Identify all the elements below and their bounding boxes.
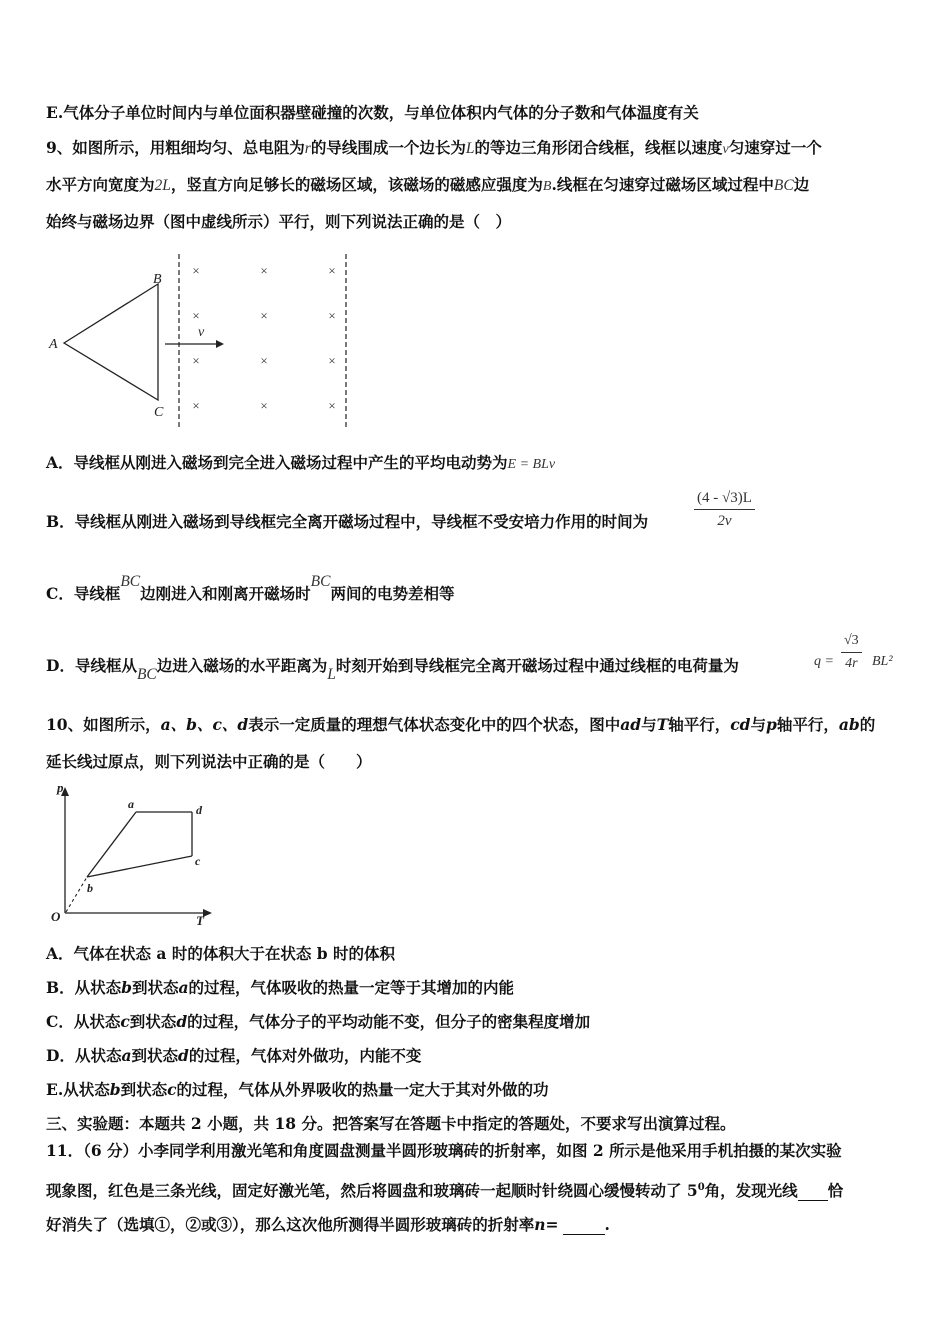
symbol-l: L — [327, 666, 336, 683]
point-b-label: b — [87, 881, 93, 895]
q9-text: ，竖直方向足够长的磁场区域，该磁场的磁感应强度为 — [170, 175, 543, 194]
q11-stem-line1: 11．（6 分）小李同学利用激光笔和角度圆盘测量半圆形玻璃砖的折射率，如图 2 所示是他采用手机拍摄的某次实验 — [46, 1141, 842, 1160]
prev-option-e: E.气体分子单位时间内与单位面积器壁碰撞的次数，与单位体积内气体的分子数和气体温度有关 — [46, 103, 699, 122]
field-x-mark: × — [192, 263, 200, 278]
q9-text: 匀速穿过一个 — [728, 138, 822, 157]
q11-text: 恰 — [827, 1181, 844, 1201]
q9-stem-line3: 始终与磁场边界（图中虚线所示）平行，则下列说法正确的是（ ） — [46, 212, 512, 231]
formula-q: q = — [814, 654, 834, 669]
axis-t: T — [656, 715, 669, 734]
axis-p: p — [766, 715, 777, 734]
segment-ad: ad — [620, 715, 642, 734]
symbol-r: r — [304, 140, 311, 157]
q9-text: 9、如图所示，用粗细均匀、总电阻为 — [46, 138, 305, 157]
triangle-frame — [64, 284, 158, 400]
symbol-v: v — [722, 142, 729, 157]
q10-text: 与 — [641, 715, 657, 734]
q9-option-b — [46, 490, 752, 532]
q9-text: 水平方向宽度为 — [46, 175, 155, 194]
option-text: 到状态 — [129, 1012, 177, 1031]
section-heading: 三、实验题：本题共 2 小题，共 18 分。把答案写在答题卡中指定的答题处，不要求写出演算过程。 — [46, 1114, 736, 1133]
q9-stem-line1 — [46, 138, 822, 160]
field-x-mark: × — [260, 398, 268, 413]
state-symbol: a — [178, 978, 189, 997]
q11-text: 好消失了（选填①，②或③），那么这次他所测得半圆形玻璃砖的折射率 — [46, 1215, 535, 1234]
q10-text: 轴平行， — [668, 715, 731, 734]
q9-text: 边 — [793, 175, 810, 194]
symbol-bc: BC — [136, 666, 157, 683]
q10-text: 的 — [859, 715, 876, 734]
q11-stem-line3 — [46, 1215, 610, 1235]
q10-text: 轴平行， — [776, 715, 839, 734]
option-text: 边刚进入和刚离开磁场时 — [140, 584, 311, 603]
point-a-label: a — [128, 797, 134, 811]
q10-text: 10、如图所示， — [46, 715, 161, 734]
symbol-bc: BC — [310, 573, 331, 590]
q10-option-e — [46, 1080, 549, 1100]
q11-text: 角，发现光线 — [704, 1181, 798, 1201]
answer-blank-index[interactable] — [563, 1220, 605, 1235]
field-x-mark: × — [260, 308, 268, 323]
q10-option-a: A．气体在状态 a 时的体积大于在状态 b 时的体积 — [46, 944, 395, 963]
q11-stem-line2 — [46, 1178, 843, 1201]
axis-label-p: p — [57, 782, 64, 795]
option-text: D．从状态 — [46, 1046, 122, 1065]
q10-stem-line1 — [46, 715, 875, 735]
q11-text: . — [604, 1215, 610, 1234]
q9-text: 的等边三角形闭合线框，线框以速度 — [474, 138, 723, 157]
q9-stem-line2 — [46, 175, 809, 197]
q10-option-b — [46, 978, 514, 998]
q9-option-a — [46, 453, 555, 475]
answer-blank-ray[interactable] — [798, 1186, 828, 1201]
field-x-mark: × — [192, 308, 200, 323]
option-text: A．导线框从刚进入磁场到完全进入磁场过程中产生的平均电动势为 — [46, 453, 508, 472]
field-x-mark: × — [328, 398, 336, 413]
q9-option-d — [46, 633, 893, 683]
symbol-b: B — [542, 179, 552, 194]
option-text: 时刻开始到导线框完全离开磁场过程中通过线框的电荷量为 — [335, 656, 739, 675]
formula-bl2: BL² — [872, 654, 893, 669]
q9-text: .线框在匀速穿过磁场区域过程中 — [551, 175, 774, 194]
option-text: 的过程，气体从外界吸收的热量一定大于其对外做的功 — [176, 1080, 549, 1099]
field-x-mark: × — [192, 398, 200, 413]
q9-option-c — [46, 573, 455, 605]
option-text: D．导线框从 — [46, 656, 137, 675]
q10-text: 与 — [750, 715, 767, 734]
extension-dashed — [66, 877, 87, 912]
option-text: 到状态 — [131, 1046, 179, 1065]
field-x-mark: × — [192, 353, 200, 368]
option-text: 的过程，气体对外做功，内能不变 — [188, 1046, 422, 1065]
segment-cd: cd — [730, 715, 751, 734]
q11-text: 现象图，红色是三条光线，固定好激光笔，然后将圆盘和玻璃砖一起顺时针绕圆心缓慢转动了 5 — [46, 1181, 698, 1201]
state-symbol: b — [109, 1080, 121, 1099]
q10-option-c — [46, 1012, 590, 1032]
state-symbol: c — [167, 1080, 177, 1099]
option-text: 两间的电势差相等 — [330, 584, 455, 603]
symbol-l: L — [465, 140, 475, 157]
label-v: v — [198, 325, 205, 340]
label-a: A — [49, 337, 58, 352]
point-d-label: d — [196, 803, 202, 817]
segment-cb — [87, 856, 192, 877]
formula-emf: E = BLv — [507, 457, 556, 472]
velocity-arrowhead — [216, 340, 224, 348]
state-symbol: c — [120, 1012, 130, 1031]
option-text: 的过程，气体分子的平均动能不变，但分子的密集程度增加 — [187, 1012, 591, 1031]
degree-mark: 0 — [697, 1182, 705, 1193]
option-text: C．从状态 — [46, 1012, 121, 1031]
state-list: a、b、c、d — [160, 715, 249, 734]
symbol-bc: BC — [773, 177, 794, 194]
q9-text: 的导线围成一个边长为 — [310, 138, 466, 157]
q9-figure — [40, 250, 370, 440]
field-marks — [192, 263, 335, 413]
option-text: C．导线框 — [46, 584, 121, 603]
point-c-label: c — [195, 854, 201, 868]
state-symbol: d — [176, 1012, 188, 1031]
label-b: B — [153, 272, 162, 287]
segment-ba — [87, 812, 136, 877]
q10-pt-graph — [45, 782, 225, 930]
symbol-bc: BC — [120, 573, 141, 590]
field-x-mark: × — [328, 308, 336, 323]
field-x-mark: × — [260, 353, 268, 368]
axis-label-t: T — [196, 913, 204, 928]
option-text: B．导线框从刚进入磁场到导线框完全离开磁场过程中，导线框不受安培力作用的时间为 — [46, 512, 649, 531]
field-x-mark: × — [328, 263, 336, 278]
state-symbol: a — [121, 1046, 132, 1065]
origin-label: O — [51, 909, 61, 924]
q10-stem-line2: 延长线过原点，则下列说法中正确的是（ ） — [46, 752, 372, 771]
q10-option-d — [46, 1046, 421, 1066]
option-text: E.从状态 — [46, 1080, 110, 1099]
segment-ab: ab — [838, 715, 860, 734]
field-x-mark: × — [328, 353, 336, 368]
fraction-denominator: 4r — [845, 656, 858, 671]
option-text: 的过程，气体吸收的热量一定等于其增加的内能 — [188, 978, 515, 997]
field-x-mark: × — [260, 263, 268, 278]
fraction-charge — [841, 630, 862, 675]
symbol-2l: 2L — [154, 177, 171, 194]
state-symbol: b — [121, 978, 132, 997]
option-text: 到状态 — [120, 1080, 168, 1099]
option-text: 到状态 — [131, 978, 179, 997]
option-text: 边进入磁场的水平距离为 — [156, 656, 328, 675]
state-symbol: d — [178, 1046, 189, 1065]
label-c: C — [154, 405, 164, 420]
t-axis-arrow — [203, 909, 212, 917]
fraction-time — [694, 487, 755, 532]
q10-text: 表示一定质量的理想气体状态变化中的四个状态，图中 — [248, 715, 621, 734]
fraction-numerator: √3 — [841, 630, 862, 653]
option-text: B．从状态 — [46, 978, 122, 997]
fraction-numerator: (4 - √3)L — [694, 487, 755, 510]
fraction-denominator: 2v — [717, 513, 732, 529]
refractive-index-symbol: n= — [534, 1215, 559, 1234]
